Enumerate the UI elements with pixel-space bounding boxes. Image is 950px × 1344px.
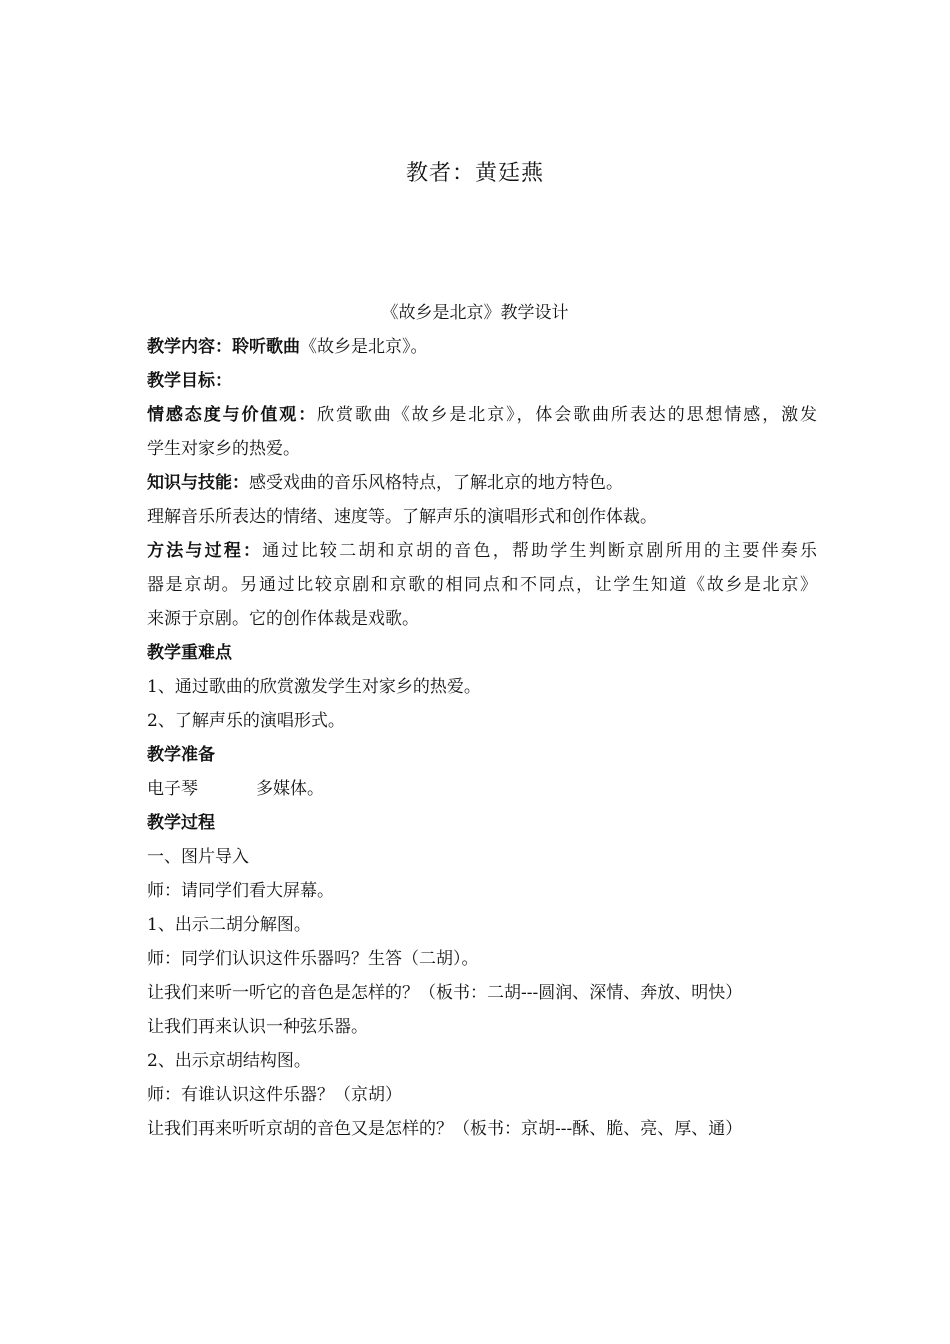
key-point-item: 2、了解声乐的演唱形式。: [147, 711, 345, 731]
knowledge-line-1: [147, 466, 817, 500]
emotion-text-1: 欣赏歌曲《故乡是北京》，体会歌曲所表达的思想情感，激发: [317, 405, 818, 425]
preparation-item: 多媒体。: [256, 779, 324, 799]
process-line: 让我们来听一听它的音色是怎样的？（板书：二胡---圆润、深情、奔放、明快）: [147, 983, 743, 1003]
process-line: 师：请同学们看大屏幕。: [147, 881, 334, 901]
content-line: [147, 330, 817, 364]
method-label: 方法与过程：: [147, 541, 263, 561]
process-line: 师：有谁认识这件乐器？（京胡）: [147, 1085, 402, 1105]
content-label: 教学内容：: [147, 337, 232, 357]
method-line-1: [147, 534, 817, 568]
process-line: 让我们再来听听京胡的音色又是怎样的？（板书：京胡---酥、脆、亮、厚、通）: [147, 1119, 743, 1139]
emotion-label: 情感态度与价值观：: [147, 405, 318, 425]
key-point-item: 1、通过歌曲的欣赏激发学生对家乡的热爱。: [147, 677, 481, 697]
process-line: 一、图片导入: [147, 847, 249, 867]
method-line-2: 器是京胡。另通过比较京剧和京歌的相同点和不同点，让学生知道《故乡是北京》: [147, 575, 817, 595]
preparation-items: [147, 772, 817, 806]
key-points-heading: 教学重难点: [147, 643, 232, 663]
process-heading: 教学过程: [147, 813, 215, 833]
teacher-name: 教者：黄廷燕: [405, 161, 544, 186]
document-title: 《故乡是北京》教学设计: [381, 303, 569, 323]
process-line: 1、出示二胡分解图。: [147, 915, 311, 935]
knowledge-line-2: 理解音乐所表达的情绪、速度等。了解声乐的演唱形式和创作体裁。: [147, 507, 657, 527]
emotion-line-1: [147, 398, 817, 432]
method-text-1: 通过比较二胡和京胡的音色，帮助学生判断京剧所用的主要伴奏乐: [262, 541, 818, 561]
objectives-heading: 教学目标：: [147, 371, 232, 391]
knowledge-label: 知识与技能：: [147, 473, 249, 493]
process-line: 2、出示京胡结构图。: [147, 1051, 311, 1071]
method-line-3: 来源于京剧。它的创作体裁是戏歌。: [147, 609, 419, 629]
emotion-line-2: 学生对家乡的热爱。: [147, 439, 300, 459]
content-text: 《故乡是北京》。: [300, 337, 428, 357]
process-line: 让我们再来认识一种弦乐器。: [147, 1017, 368, 1037]
knowledge-text-1: 感受戏曲的音乐风格特点，了解北京的地方特色。: [249, 473, 623, 493]
preparation-item: 电子琴: [147, 779, 198, 799]
document-body: [147, 330, 817, 1146]
preparation-heading: 教学准备: [147, 745, 215, 765]
process-line: 师：同学们认识这件乐器吗？生答（二胡）。: [147, 949, 479, 969]
content-emphasis: 聆听歌曲: [232, 337, 300, 357]
